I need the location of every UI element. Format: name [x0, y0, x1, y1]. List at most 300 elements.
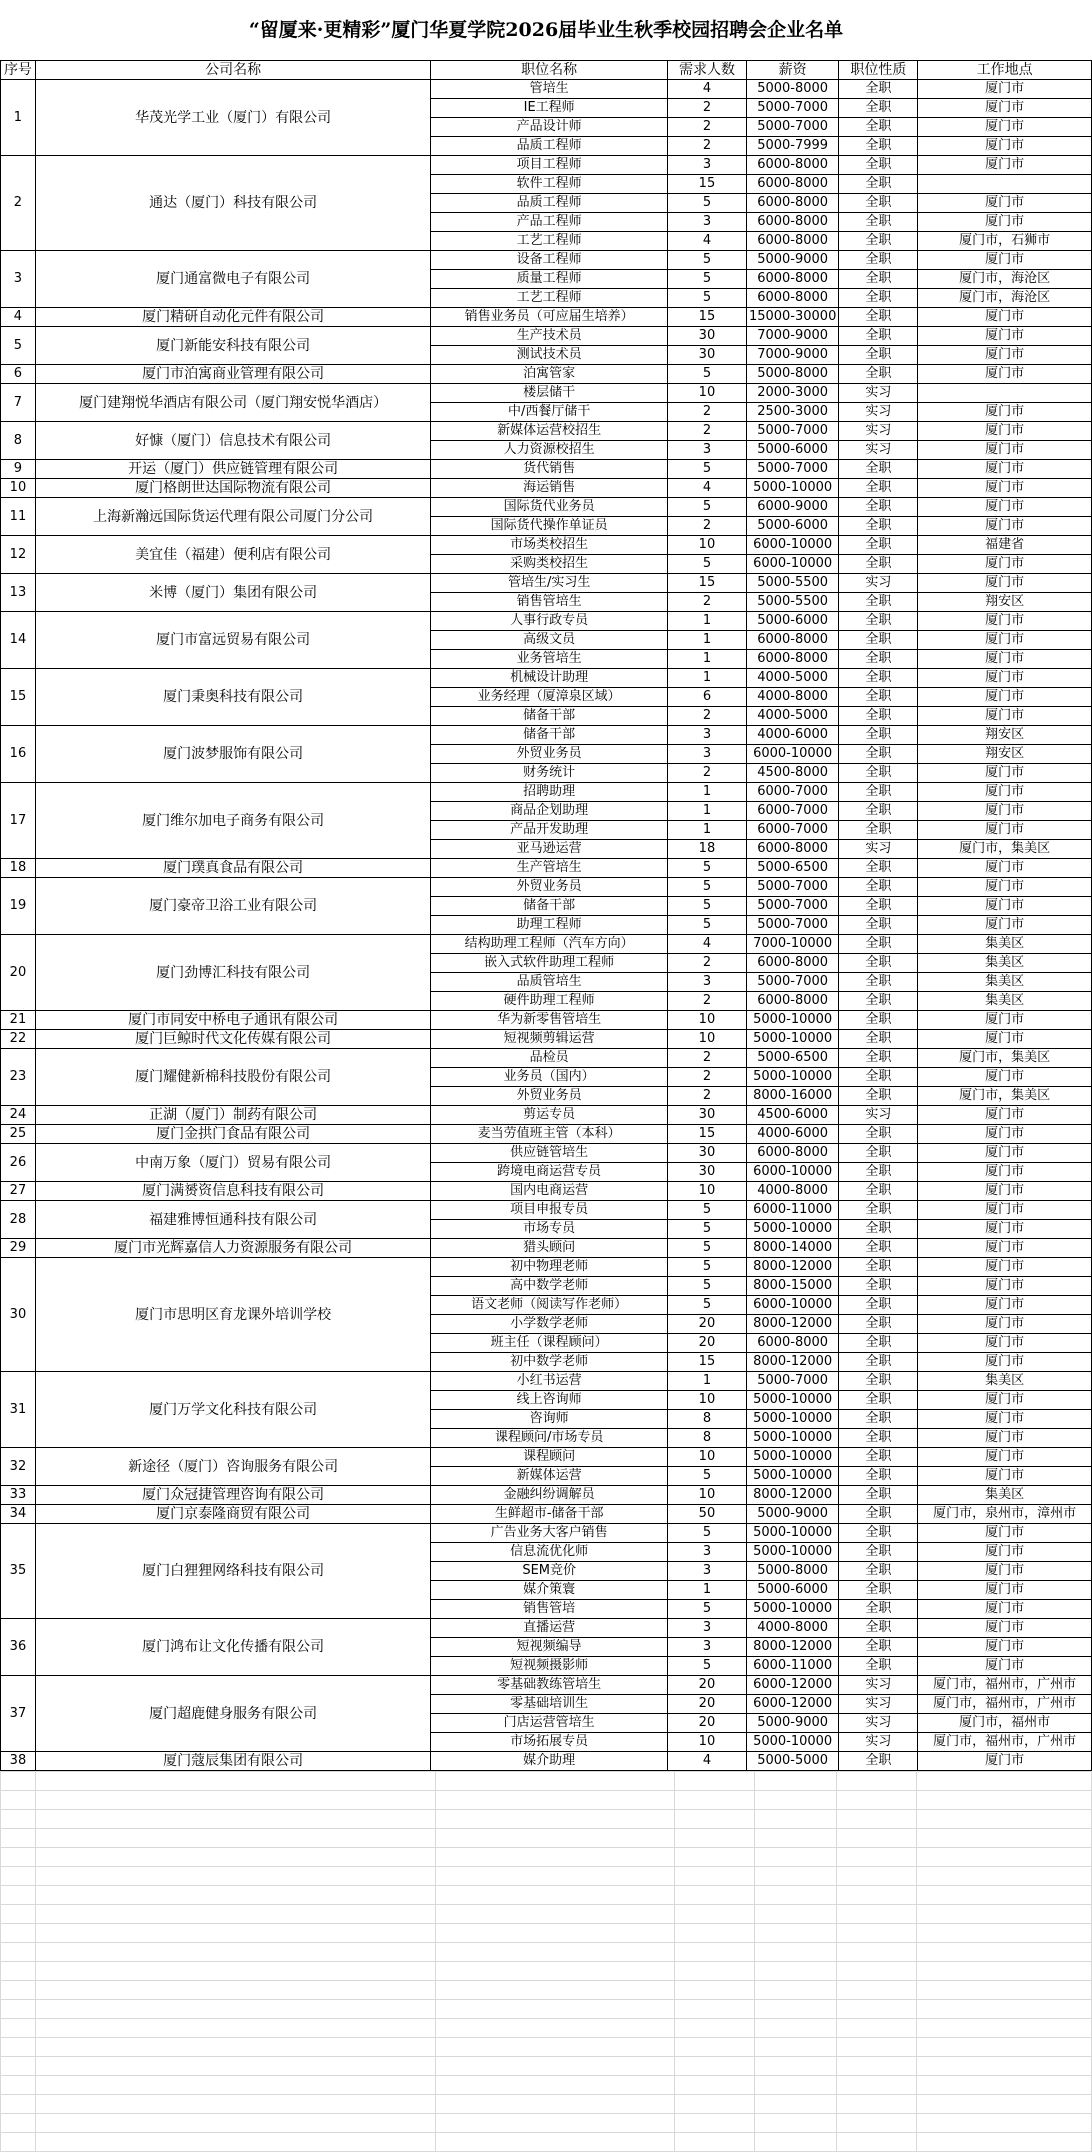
job-title: 项目申报专员	[431, 1201, 668, 1220]
empty-cell	[1, 1981, 36, 2000]
empty-row	[1, 2095, 1092, 2114]
work-location: 厦门市	[918, 707, 1092, 726]
salary: 6000-8000	[746, 270, 838, 289]
empty-cell	[837, 1924, 917, 1943]
headcount: 8	[667, 1410, 746, 1429]
empty-cell	[675, 2114, 755, 2133]
page-title: “留厦来·更精彩”厦门华夏学院2026届毕业生秋季校园招聘会企业名单	[248, 19, 844, 41]
work-location: 厦门市	[918, 1220, 1092, 1239]
empty-row	[1, 1905, 1092, 1924]
work-location: 厦门市	[918, 1543, 1092, 1562]
table-row	[1, 536, 1092, 555]
work-location: 厦门市	[918, 650, 1092, 669]
empty-cell	[1, 2114, 36, 2133]
job-title: 储备干部	[431, 897, 668, 916]
company-number: 16	[1, 726, 36, 783]
job-type: 全职	[839, 555, 918, 574]
empty-cell	[837, 2095, 917, 2114]
table-row	[1, 783, 1092, 802]
job-title: 货代销售	[431, 460, 668, 479]
empty-row	[1, 1943, 1092, 1962]
headcount: 20	[667, 1315, 746, 1334]
empty-row	[1, 2076, 1092, 2095]
empty-cell	[1, 2133, 36, 2152]
job-type: 全职	[839, 1562, 918, 1581]
job-type: 全职	[839, 346, 918, 365]
salary: 5000-6000	[746, 612, 838, 631]
job-type: 全职	[839, 1391, 918, 1410]
company-name: 厦门市同安中桥电子通讯有限公司	[35, 1011, 430, 1030]
salary: 8000-12000	[746, 1353, 838, 1372]
company-number: 5	[1, 327, 36, 365]
salary: 5000-10000	[746, 1600, 838, 1619]
spreadsheet	[0, 60, 1092, 2152]
company-name: 厦门劲博汇科技有限公司	[35, 935, 430, 1011]
empty-cell	[35, 1905, 435, 1924]
empty-cell	[675, 2133, 755, 2152]
work-location: 厦门市	[918, 251, 1092, 270]
company-number: 1	[1, 80, 36, 156]
empty-cell	[837, 1810, 917, 1829]
job-type: 全职	[839, 213, 918, 232]
salary: 5000-7000	[746, 878, 838, 897]
work-location: 厦门市	[918, 346, 1092, 365]
salary: 5000-7000	[746, 99, 838, 118]
company-name: 中南万象（厦门）贸易有限公司	[35, 1144, 430, 1182]
job-type: 全职	[839, 517, 918, 536]
salary: 6000-7000	[746, 802, 838, 821]
headcount: 2	[667, 517, 746, 536]
job-title: 跨境电商运营专员	[431, 1163, 668, 1182]
company-name: 厦门波梦服饰有限公司	[35, 726, 430, 783]
table-row	[1, 669, 1092, 688]
headcount: 5	[667, 1657, 746, 1676]
company-number: 34	[1, 1505, 36, 1524]
work-location: 翔安区	[918, 745, 1092, 764]
job-title: 小学数学老师	[431, 1315, 668, 1334]
empty-row	[1, 1962, 1092, 1981]
empty-cell	[917, 1829, 1092, 1848]
job-title: 零基础培训生	[431, 1695, 668, 1714]
table-row	[1, 1448, 1092, 1467]
job-title: 项目工程师	[431, 156, 668, 175]
salary: 6000-12000	[746, 1695, 838, 1714]
job-type: 全职	[839, 137, 918, 156]
salary: 5000-7000	[746, 1372, 838, 1391]
job-type: 全职	[839, 859, 918, 878]
job-type: 全职	[839, 1372, 918, 1391]
header-cell: 薪资	[746, 61, 838, 80]
headcount: 2	[667, 954, 746, 973]
headcount: 30	[667, 1106, 746, 1125]
work-location: 厦门市，福州市，广州市	[918, 1676, 1092, 1695]
company-name: 厦门京泰隆商贸有限公司	[35, 1505, 430, 1524]
job-title: 软件工程师	[431, 175, 668, 194]
salary: 6000-9000	[746, 498, 838, 517]
empty-cell	[1, 1905, 36, 1924]
headcount: 5	[667, 289, 746, 308]
salary: 5000-7999	[746, 137, 838, 156]
empty-cell	[755, 1791, 837, 1810]
empty-cell	[917, 1867, 1092, 1886]
work-location: 厦门市	[918, 99, 1092, 118]
table-row	[1, 479, 1092, 498]
empty-cell	[675, 1905, 755, 1924]
table-row	[1, 1125, 1092, 1144]
empty-cell	[755, 2019, 837, 2038]
salary: 5000-8000	[746, 1562, 838, 1581]
salary: 6000-10000	[746, 1163, 838, 1182]
company-name: 厦门万学文化科技有限公司	[35, 1372, 430, 1448]
work-location: 厦门市	[918, 1011, 1092, 1030]
empty-cell	[755, 2076, 837, 2095]
salary: 5000-10000	[746, 1448, 838, 1467]
salary: 5000-9000	[746, 1714, 838, 1733]
company-name: 厦门建翔悦华酒店有限公司（厦门翔安悦华酒店）	[35, 384, 430, 422]
empty-cell	[755, 2114, 837, 2133]
salary: 2000-3000	[746, 384, 838, 403]
headcount: 1	[667, 650, 746, 669]
company-number: 14	[1, 612, 36, 669]
job-title: 结构助理工程师（汽车方向）	[431, 935, 668, 954]
headcount: 5	[667, 460, 746, 479]
empty-cell	[675, 2057, 755, 2076]
job-title: 外贸业务员	[431, 745, 668, 764]
headcount: 50	[667, 1505, 746, 1524]
empty-cell	[1, 2057, 36, 2076]
salary: 7000-9000	[746, 346, 838, 365]
empty-cell	[35, 2038, 435, 2057]
work-location: 厦门市	[918, 1600, 1092, 1619]
work-location: 厦门市	[918, 1429, 1092, 1448]
empty-cell	[837, 1867, 917, 1886]
salary: 15000-30000	[746, 308, 838, 327]
headcount: 1	[667, 783, 746, 802]
headcount: 2	[667, 137, 746, 156]
headcount: 1	[667, 802, 746, 821]
empty-cell	[675, 1962, 755, 1981]
salary: 5000-6000	[746, 517, 838, 536]
work-location: 厦门市	[918, 137, 1092, 156]
empty-cell	[35, 1981, 435, 2000]
headcount: 1	[667, 1581, 746, 1600]
job-title: 产品设计师	[431, 118, 668, 137]
headcount: 2	[667, 118, 746, 137]
work-location: 厦门市	[918, 878, 1092, 897]
work-location	[918, 175, 1092, 194]
headcount: 3	[667, 1562, 746, 1581]
salary: 5000-10000	[746, 1524, 838, 1543]
empty-cell	[1, 1962, 36, 1981]
job-title: 测试技术员	[431, 346, 668, 365]
company-number: 37	[1, 1676, 36, 1752]
job-type: 全职	[839, 1144, 918, 1163]
job-type: 全职	[839, 897, 918, 916]
company-name: 华茂光学工业（厦门）有限公司	[35, 80, 430, 156]
empty-cell	[35, 1924, 435, 1943]
empty-cell	[837, 1791, 917, 1810]
header-cell: 序号	[1, 61, 36, 80]
headcount: 10	[667, 1486, 746, 1505]
job-type: 全职	[839, 802, 918, 821]
job-title: 门店运营管培生	[431, 1714, 668, 1733]
job-title: 业务经理（厦漳泉区域）	[431, 688, 668, 707]
headcount: 15	[667, 175, 746, 194]
headcount: 30	[667, 1144, 746, 1163]
salary: 5000-7000	[746, 460, 838, 479]
headcount: 5	[667, 897, 746, 916]
empty-cell	[435, 2114, 675, 2133]
table-row	[1, 1372, 1092, 1391]
work-location: 厦门市	[918, 1334, 1092, 1353]
company-name: 厦门蔻辰集团有限公司	[35, 1752, 430, 1771]
empty-cell	[837, 1829, 917, 1848]
job-title: 储备干部	[431, 707, 668, 726]
empty-cell	[35, 1810, 435, 1829]
empty-cell	[35, 2133, 435, 2152]
headcount: 5	[667, 859, 746, 878]
work-location: 翔安区	[918, 593, 1092, 612]
empty-row	[1, 1848, 1092, 1867]
empty-row	[1, 2019, 1092, 2038]
table-row	[1, 460, 1092, 479]
header-cell: 职位名称	[431, 61, 668, 80]
job-title: 国际货代业务员	[431, 498, 668, 517]
company-name: 通达（厦门）科技有限公司	[35, 156, 430, 251]
salary: 5000-10000	[746, 1410, 838, 1429]
company-name: 厦门满赟资信息科技有限公司	[35, 1182, 430, 1201]
headcount: 2	[667, 707, 746, 726]
empty-cell	[917, 2114, 1092, 2133]
job-type: 实习	[839, 422, 918, 441]
empty-cell	[837, 2114, 917, 2133]
salary: 6000-7000	[746, 783, 838, 802]
work-location: 厦门市	[918, 555, 1092, 574]
job-type: 实习	[839, 840, 918, 859]
empty-row	[1, 1924, 1092, 1943]
headcount: 2	[667, 1087, 746, 1106]
job-title: 麦当劳值班主管（本科）	[431, 1125, 668, 1144]
job-type: 实习	[839, 403, 918, 422]
company-name: 厦门超鹿健身服务有限公司	[35, 1676, 430, 1752]
job-title: 线上咨询师	[431, 1391, 668, 1410]
job-title: 短视频编导	[431, 1638, 668, 1657]
table-row	[1, 156, 1092, 175]
job-type: 全职	[839, 270, 918, 289]
job-type: 全职	[839, 1030, 918, 1049]
salary: 6000-7000	[746, 821, 838, 840]
empty-cell	[837, 1848, 917, 1867]
empty-cell	[755, 1943, 837, 1962]
headcount: 4	[667, 935, 746, 954]
empty-cell	[917, 1810, 1092, 1829]
job-type: 全职	[839, 764, 918, 783]
empty-cell	[675, 1791, 755, 1810]
header-cell: 工作地点	[918, 61, 1092, 80]
headcount: 5	[667, 1600, 746, 1619]
empty-cell	[837, 1981, 917, 2000]
job-title: 机械设计助理	[431, 669, 668, 688]
work-location: 厦门市	[918, 821, 1092, 840]
work-location: 厦门市	[918, 688, 1092, 707]
job-type: 全职	[839, 460, 918, 479]
job-type: 全职	[839, 935, 918, 954]
company-number: 25	[1, 1125, 36, 1144]
headcount: 20	[667, 1695, 746, 1714]
work-location: 厦门市	[918, 1353, 1092, 1372]
work-location: 厦门市	[918, 1638, 1092, 1657]
empty-cell	[1, 1829, 36, 1848]
work-location: 厦门市	[918, 460, 1092, 479]
job-type: 全职	[839, 726, 918, 745]
company-name: 厦门市泊寓商业管理有限公司	[35, 365, 430, 384]
empty-cell	[675, 1867, 755, 1886]
salary: 5000-10000	[746, 1011, 838, 1030]
salary: 6000-10000	[746, 1296, 838, 1315]
headcount: 15	[667, 1353, 746, 1372]
job-title: 业务管培生	[431, 650, 668, 669]
empty-cell	[435, 1772, 675, 1791]
work-location: 厦门市	[918, 1752, 1092, 1771]
work-location: 厦门市，福州市，广州市	[918, 1695, 1092, 1714]
job-type: 实习	[839, 1106, 918, 1125]
job-type: 全职	[839, 745, 918, 764]
empty-cell	[435, 1791, 675, 1810]
job-title: 媒介策寰	[431, 1581, 668, 1600]
headcount: 4	[667, 80, 746, 99]
salary: 5000-6000	[746, 1581, 838, 1600]
job-title: 市场拓展专员	[431, 1733, 668, 1752]
job-title: 市场类校招生	[431, 536, 668, 555]
work-location: 集美区	[918, 973, 1092, 992]
work-location: 厦门市	[918, 403, 1092, 422]
headcount: 4	[667, 1752, 746, 1771]
company-name: 厦门通富微电子有限公司	[35, 251, 430, 308]
work-location: 厦门市，海沧区	[918, 270, 1092, 289]
job-type: 实习	[839, 1714, 918, 1733]
headcount: 10	[667, 1011, 746, 1030]
company-name: 厦门新能安科技有限公司	[35, 327, 430, 365]
work-location: 厦门市	[918, 498, 1092, 517]
job-type: 全职	[839, 498, 918, 517]
job-title: 硬件助理工程师	[431, 992, 668, 1011]
headcount: 30	[667, 327, 746, 346]
empty-cell	[435, 1924, 675, 1943]
empty-row	[1, 1981, 1092, 2000]
job-title: 生鲜超市-储备干部	[431, 1505, 668, 1524]
salary: 4000-8000	[746, 1182, 838, 1201]
job-type: 全职	[839, 1315, 918, 1334]
empty-cell	[675, 1772, 755, 1791]
salary: 5000-5500	[746, 593, 838, 612]
salary: 4000-8000	[746, 688, 838, 707]
job-type: 实习	[839, 441, 918, 460]
salary: 5000-7000	[746, 118, 838, 137]
table-row	[1, 365, 1092, 384]
job-title: 工艺工程师	[431, 289, 668, 308]
work-location: 厦门市	[918, 1239, 1092, 1258]
salary: 5000-10000	[746, 1543, 838, 1562]
job-type: 全职	[839, 479, 918, 498]
work-location: 厦门市	[918, 1296, 1092, 1315]
job-title: 市场专员	[431, 1220, 668, 1239]
salary: 5000-7000	[746, 916, 838, 935]
salary: 6000-8000	[746, 1334, 838, 1353]
empty-cell	[917, 1848, 1092, 1867]
job-type: 全职	[839, 992, 918, 1011]
headcount: 15	[667, 1125, 746, 1144]
work-location: 厦门市	[918, 1467, 1092, 1486]
job-title: 短视频剪辑运营	[431, 1030, 668, 1049]
job-type: 全职	[839, 954, 918, 973]
job-type: 全职	[839, 1049, 918, 1068]
work-location: 厦门市	[918, 1410, 1092, 1429]
company-number: 11	[1, 498, 36, 536]
empty-cell	[755, 1810, 837, 1829]
job-type: 全职	[839, 688, 918, 707]
company-number: 6	[1, 365, 36, 384]
headcount: 3	[667, 213, 746, 232]
work-location: 集美区	[918, 935, 1092, 954]
headcount: 10	[667, 1030, 746, 1049]
job-type: 全职	[839, 1600, 918, 1619]
salary: 5000-9000	[746, 1505, 838, 1524]
empty-cell	[917, 2000, 1092, 2019]
empty-cell	[837, 2038, 917, 2057]
empty-cell	[675, 1829, 755, 1848]
empty-cell	[435, 1829, 675, 1848]
salary: 5000-9000	[746, 251, 838, 270]
salary: 4000-6000	[746, 1125, 838, 1144]
salary: 5000-10000	[746, 1068, 838, 1087]
company-number: 38	[1, 1752, 36, 1771]
work-location: 厦门市	[918, 802, 1092, 821]
work-location: 厦门市，集美区	[918, 840, 1092, 859]
headcount: 10	[667, 384, 746, 403]
table-row	[1, 1182, 1092, 1201]
salary: 5000-5000	[746, 1752, 838, 1771]
salary: 8000-12000	[746, 1315, 838, 1334]
salary: 5000-7000	[746, 422, 838, 441]
job-title: 华为新零售管培生	[431, 1011, 668, 1030]
headcount: 2	[667, 422, 746, 441]
salary: 6000-8000	[746, 289, 838, 308]
salary: 7000-9000	[746, 327, 838, 346]
empty-cell	[755, 1981, 837, 2000]
salary: 5000-8000	[746, 80, 838, 99]
job-type: 全职	[839, 878, 918, 897]
job-type: 全职	[839, 916, 918, 935]
empty-cell	[435, 1848, 675, 1867]
headcount: 20	[667, 1334, 746, 1353]
salary: 8000-15000	[746, 1277, 838, 1296]
salary: 5000-6500	[746, 1049, 838, 1068]
company-number: 3	[1, 251, 36, 308]
headcount: 5	[667, 878, 746, 897]
empty-cell	[917, 2057, 1092, 2076]
work-location: 厦门市	[918, 669, 1092, 688]
headcount: 2	[667, 764, 746, 783]
empty-cell	[755, 2133, 837, 2152]
work-location: 厦门市	[918, 1258, 1092, 1277]
empty-cell	[35, 2095, 435, 2114]
empty-row	[1, 2038, 1092, 2057]
empty-cell	[435, 2057, 675, 2076]
job-title: 生产管培生	[431, 859, 668, 878]
job-type: 全职	[839, 1448, 918, 1467]
work-location: 厦门市	[918, 1315, 1092, 1334]
empty-row	[1, 1867, 1092, 1886]
